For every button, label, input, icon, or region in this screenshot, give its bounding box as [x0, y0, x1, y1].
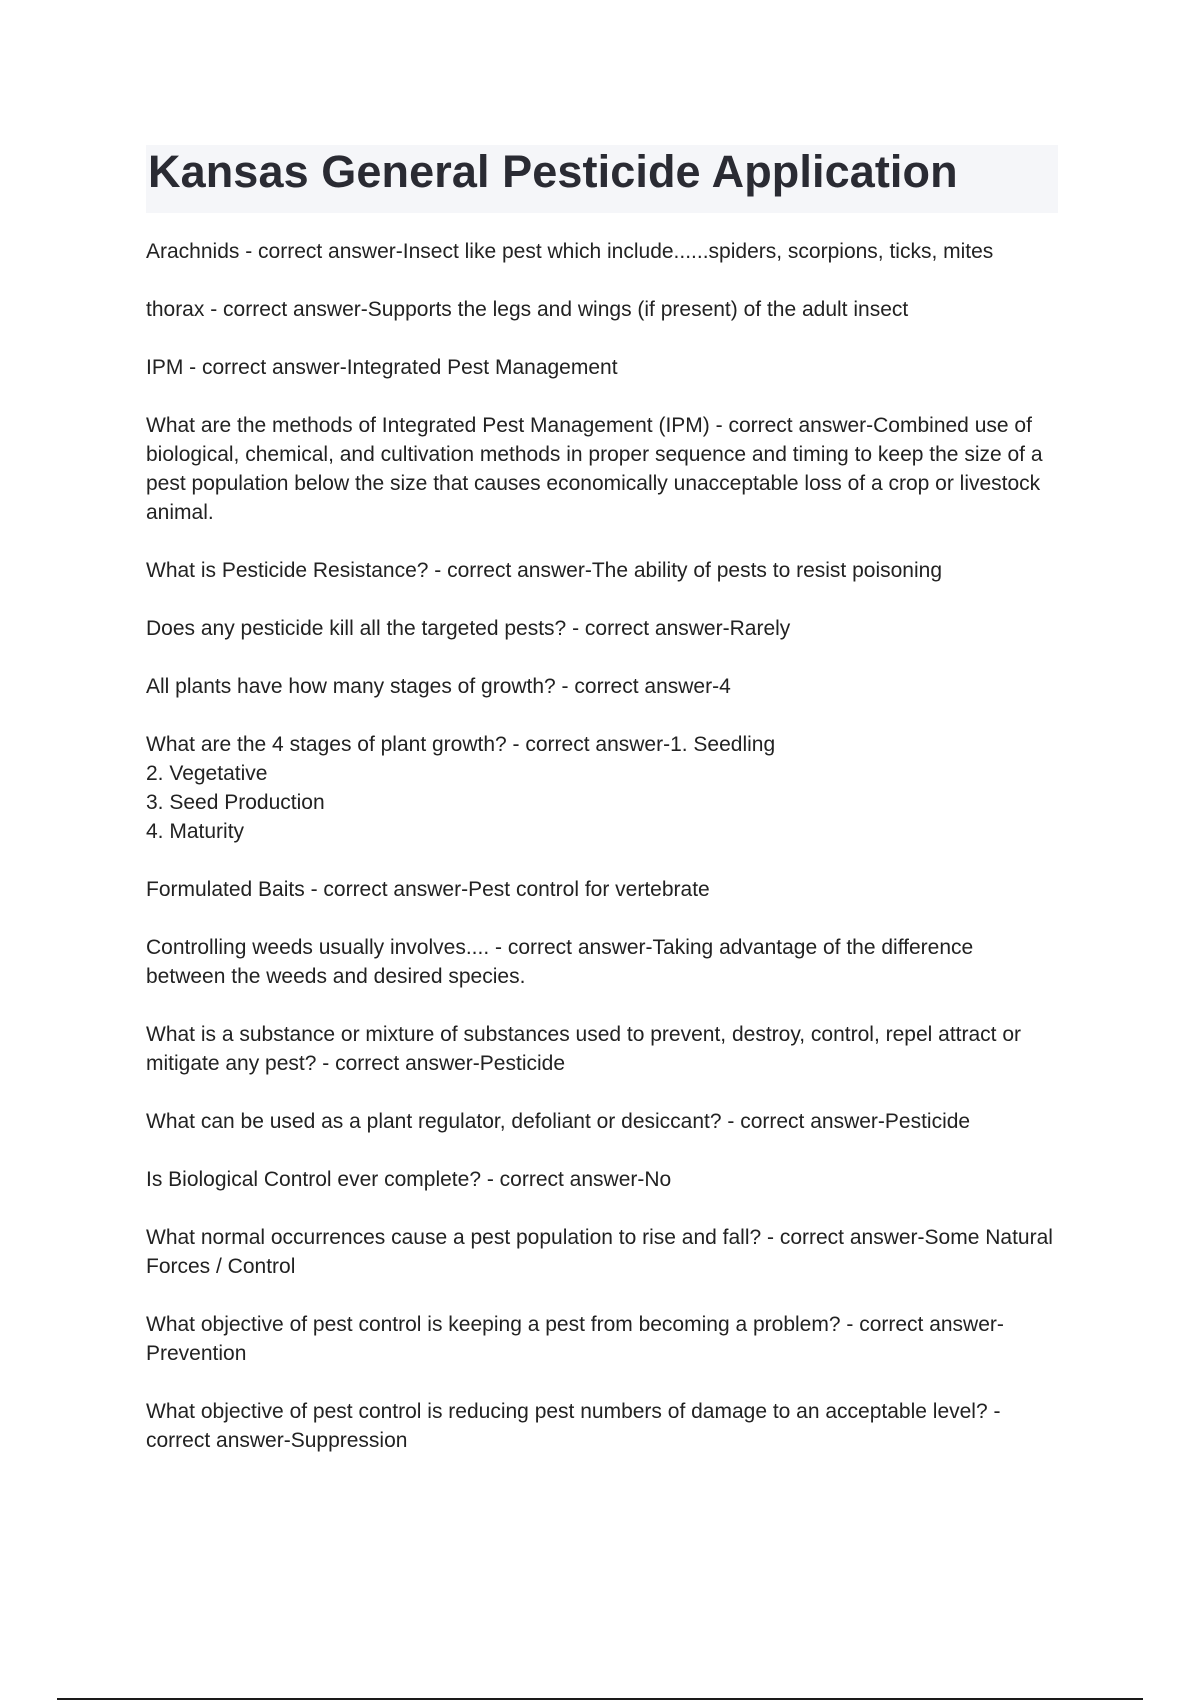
qa-item: What normal occurrences cause a pest population to rise and fall? - correct answer-Some Natural Forces / Control: [146, 1226, 1059, 1278]
qa-item: Controlling weeds usually involves.... - correct answer-Taking advantage of the difference between the weeds and desired species.: [146, 936, 980, 988]
qa-item: What can be used as a plant regulator, defoliant or desiccant? - correct answer-Pesticide: [146, 1110, 971, 1133]
qa-item: Arachnids - correct answer-Insect like pest which include......spiders, scorpions, ticks, mites: [146, 240, 994, 263]
qa-item: thorax - correct answer-Supports the legs and wings (if present) of the adult insect: [146, 298, 909, 321]
qa-item: Does any pesticide kill all the targeted pests? - correct answer-Rarely: [146, 617, 791, 640]
qa-item: All plants have how many stages of growth? - correct answer-4: [146, 675, 731, 698]
page-title: Kansas General Pesticide Application: [148, 146, 958, 197]
qa-item: IPM - correct answer-Integrated Pest Management: [146, 356, 618, 379]
qa-item: Formulated Baits - correct answer-Pest control for vertebrate: [146, 878, 710, 901]
qa-item: What objective of pest control is reducing pest numbers of damage to an acceptable level? - correct answer-Suppression: [146, 1400, 1007, 1452]
qa-item: Is Biological Control ever complete? - correct answer-No: [146, 1168, 672, 1191]
qa-item: What are the methods of Integrated Pest Management (IPM) - correct answer-Combined use of biological, chemical, and cultivation methods in proper sequence and timing to keep the size of a pest population below the size that causes economically unacceptable loss of a crop or livestock animal.: [146, 414, 1049, 524]
qa-item: What is Pesticide Resistance? - correct answer-The ability of pests to resist poisoning: [146, 559, 943, 582]
qa-item: What is a substance or mixture of substances used to prevent, destroy, control, repel attract or mitigate any pest? - correct answer-Pesticide: [146, 1023, 1027, 1075]
qa-item: What are the 4 stages of plant growth? - correct answer-1. Seedling 2. Vegetative 3. Seed Production 4. Maturity: [146, 733, 776, 843]
qa-list: [146, 237, 1058, 1484]
qa-item: What objective of pest control is keeping a pest from becoming a problem? - correct answer-Prevention: [146, 1313, 1004, 1365]
title-banner: [146, 145, 1058, 213]
